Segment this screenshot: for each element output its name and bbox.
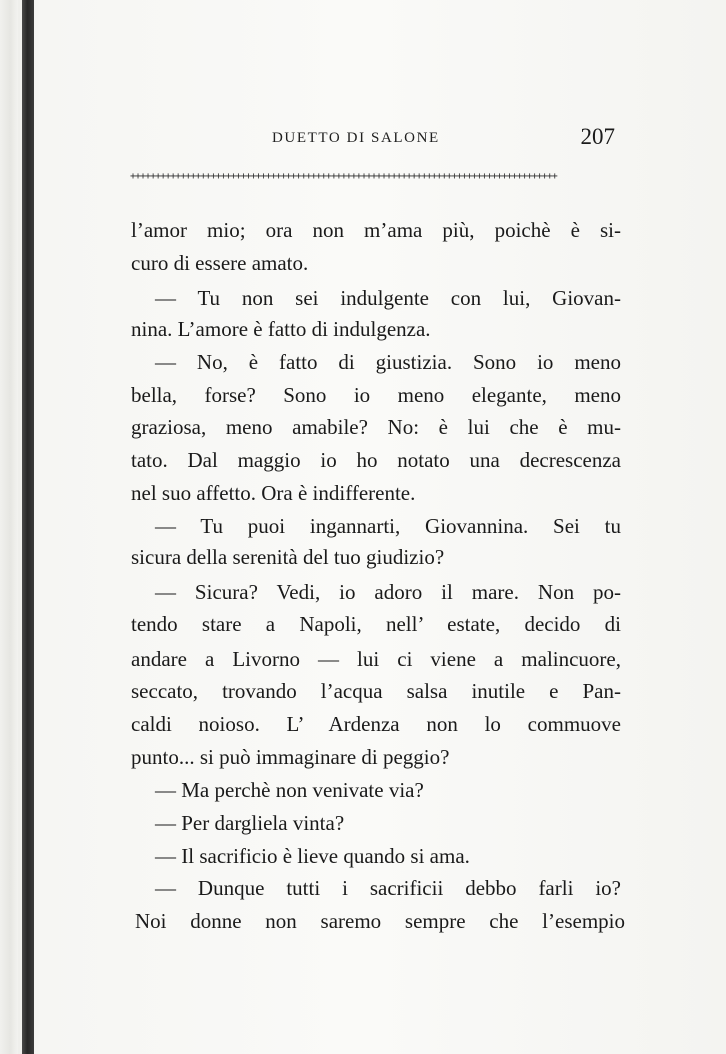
text-line: andare a Livorno — lui ci viene a malincuore, (131, 647, 621, 671)
text-line: l’amor mio; ora non m’ama più, poichè è si- (131, 218, 621, 242)
text-line: — Tu puoi ingannarti, Giovannina. Sei tu (155, 514, 621, 538)
binding-shadow-bar (22, 0, 34, 1054)
text-line: Noi donne non saremo sempre che l’esempio (135, 909, 625, 933)
text-line: — Tu non sei indulgente con lui, Giovan- (155, 286, 621, 310)
text-line: curo di essere amato. (131, 251, 309, 275)
running-title: DUETTO DI SALONE (272, 130, 440, 146)
decorative-ornament-rule: +++++++++++++++++++++++++++++++++++++++++++++++++++++++++++++++++++++++++++++++++++++ (130, 171, 557, 182)
running-head (272, 126, 627, 154)
text-line: caldi noioso. L’ Ardenza non lo commuove (131, 712, 621, 736)
text-line: — Ma perchè non venivate via? (155, 778, 424, 802)
text-line: — Sicura? Vedi, io adoro il mare. Non po- (155, 580, 621, 604)
page-number: 207 (580, 124, 615, 149)
text-line: nel suo affetto. Ora è indifferente. (131, 481, 416, 505)
text-line: — Il sacrificio è lieve quando si ama. (155, 844, 470, 868)
text-line: seccato, trovando l’acqua salsa inutile e Pan- (131, 679, 621, 703)
page-binding-edge (0, 0, 18, 1054)
text-line: punto... si può immaginare di peggio? (131, 745, 450, 769)
text-line: — Per dargliela vinta? (155, 811, 345, 835)
text-line: sicura della serenità del tuo giudizio? (131, 545, 445, 569)
text-line: tato. Dal maggio io ho notato una decrescenza (131, 448, 621, 472)
text-line: — Dunque tutti i sacrificii debbo farli io? (155, 876, 621, 900)
text-line: nina. L’amore è fatto di indulgenza. (131, 317, 431, 341)
text-line: graziosa, meno amabile? No: è lui che è mu- (131, 415, 621, 439)
text-line: tendo stare a Napoli, nell’ estate, decido di (131, 612, 621, 636)
text-line: bella, forse? Sono io meno elegante, meno (131, 383, 621, 407)
text-line: — No, è fatto di giustizia. Sono io meno (155, 350, 621, 374)
